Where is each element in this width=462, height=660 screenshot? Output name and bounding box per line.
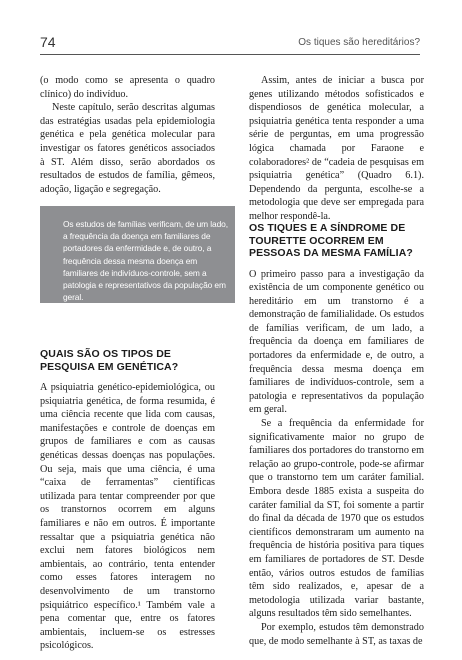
running-title: Os tiques são hereditários? bbox=[298, 37, 420, 48]
section-heading: QUAIS SÃO OS TIPOS DE PESQUISA EM GENÉTICA? bbox=[40, 348, 179, 373]
paragraph: Neste capítulo, serão descritas algumas das estratégias usadas pela epidemiologia genética e pela genética molecular para investigar os fatores genéticos associados à ST. Além disso, serão abordados os resultados de estudos de família, gêmeos, adoção, ligação e segregação. bbox=[40, 102, 215, 195]
right-column-intro bbox=[249, 74, 424, 224]
paragraph: O primeiro passo para a investigação da existência de um componente genético ou hereditário em um transtorno é a demonstração de familialidade. Os estudos de famílias verificam, de um lado, a frequência da doença em familiares de portadores da enfermidade e, de outro, a frequência dessa mesma doença em familiares de indivíduos-controle, sem a patologia e representativos da população em geral. bbox=[249, 268, 424, 416]
right-column-section bbox=[249, 222, 424, 648]
section-heading: OS TIQUES E A SÍNDROME DE TOURETTE OCORREM EM PESSOAS DA MESMA FAMÍLIA? bbox=[249, 222, 413, 259]
paragraph: (o modo como se apresenta o quadro clínico) do indivíduo. bbox=[40, 75, 215, 100]
page-number: 74 bbox=[40, 34, 56, 50]
highlight-callout bbox=[40, 206, 235, 303]
callout-text: Os estudos de famílias verificam, de um lado, a frequência da doença em familiares de portadores da enfermidade e, de outro, a frequência dessa mesma doença em familiares de indivíduos-controle, sem a patologia e representativos da população em geral. bbox=[63, 219, 228, 303]
paragraph: Assim, antes de iniciar a busca por genes utilizando métodos sofisticados e dispendiosos de genética molecular, a psiquiatria genética tenta responder a uma série de perguntas, em uma progressão lógica chamada por Faraone e colaboradores² de “cadeia de pesquisas em psiquiatria genética” (Quadro 6.1). Dependendo da pergunta, escolhe-se a metodologia que deve ser empregada para melhor respondê-la. bbox=[249, 75, 424, 222]
header-rule bbox=[40, 54, 420, 55]
page-header bbox=[40, 34, 420, 56]
paragraph: A psiquiatria genético-epidemiológica, ou psiquiatria genética, de forma resumida, é uma ciência recente que lida com causas, manifestações e controle de doenças em grupos de familiares e com as causas genéticas dessas doenças nas populações. Ou seja, mais que uma ciência, é uma “caixa de ferramentas” científicas utilizada para tentar compreender por que os transtornos ocorrem em alguns familiares e não em outros. É importante ressaltar que a psiquiatria genética não exclui nem fatores biológicos nem ambientais, ao contrário, tenta entender como esses fatores interagem no desenvolvimento de um transtorno psiquiátrico específico.¹ Também vale a pena comentar que, entre os fatores ambientais, incluem-se os estresses psicológicos. bbox=[40, 382, 215, 652]
paragraph: Se a frequência da enfermidade for significativamente maior no grupo de familiares dos portadores do transtorno em relação ao grupo-controle, pode-se afirmar que o transtorno tem um caráter familial. Embora desde 1885 exista a suspeita do caráter familial da ST, foi somente a partir do final da década de 1970 que os estudos científicos demonstraram um aumento na frequência de história positiva para tiques em familiares de portadores de ST. Desde então, vários outros estudos de famílias têm sido realizados, e, apesar de a metodologia utilizada variar bastante, alguns resultados têm sido semelhantes. bbox=[249, 418, 424, 620]
paragraph: Por exemplo, estudos têm demonstrado que, de modo semelhante à ST, as taxas de bbox=[249, 621, 424, 647]
left-column-intro bbox=[40, 74, 215, 196]
left-column-section bbox=[40, 348, 215, 653]
